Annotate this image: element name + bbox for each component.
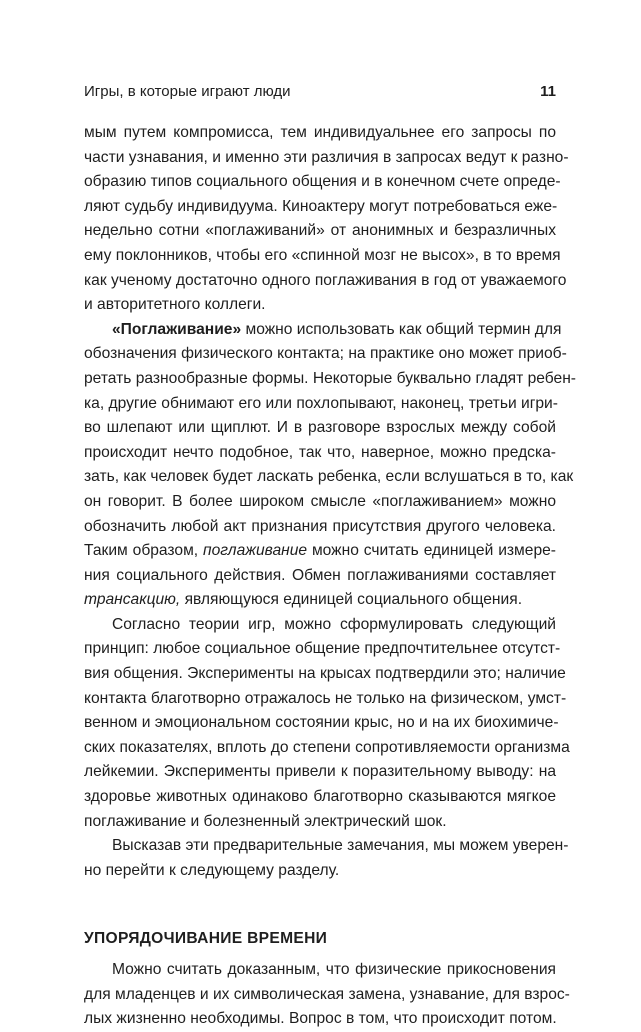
text-fragment: можно использовать как общий термин для — [241, 320, 562, 338]
text-line — [84, 318, 562, 343]
running-title: Игры, в которые играют люди — [84, 83, 291, 100]
text-line: поглаживание и болезненный электрический шок. — [84, 812, 447, 830]
italic-term: трансакцию, — [84, 591, 181, 609]
section-spacer — [84, 883, 556, 927]
paragraph-4 — [84, 834, 569, 883]
text-line: Согласно теории игр, можно сформулировать следующий — [112, 615, 556, 633]
text-line: здоровье животных одинаково благотворно сказываются мягкое — [84, 788, 556, 806]
text-line: ретать разнообразные формы. Некоторые буквально гладят ребен- — [84, 369, 576, 387]
text-line: зать, как человек будет ласкать ребенка, если вслушаться в то, как — [84, 468, 574, 486]
text-line: происходит нечто подобное, так что, наверное, можно предска- — [84, 443, 556, 461]
text-line: венном и эмоциональном состоянии крыс, но и на их биохимиче- — [84, 714, 559, 732]
italic-term: поглаживание — [203, 542, 308, 560]
text-line: ния социального действия. Обмен поглаживаниями составляет — [84, 566, 556, 584]
text-line: обозначить любой акт признания присутствия другого человека. — [84, 517, 556, 535]
page-body — [84, 121, 576, 1032]
section-heading: УПОРЯДОЧИВАНИЕ ВРЕМЕНИ — [84, 930, 328, 948]
text-fragment: Таким образом, — [84, 542, 204, 560]
text-line: но перейти к следующему разделу. — [84, 861, 340, 879]
text-line: для младенцев и их символическая замена, узнавание, для взрос- — [84, 985, 570, 1003]
paragraph-3 — [84, 613, 570, 834]
text-line — [84, 588, 556, 613]
text-line: лейкемии. Эксперименты привели к поразительному выводу: на — [84, 763, 556, 781]
text-line: Высказав эти предварительные замечания, мы можем уверен- — [112, 837, 569, 855]
text-line: ских показателях, вплоть до степени сопротивляемости организма — [84, 738, 570, 756]
text-line: Можно считать доказанным, что физические прикосновения — [112, 961, 556, 978]
text-line: ляют судьбу индивидуума. Киноактеру могут потребоваться еже- — [84, 197, 558, 215]
text-line: контакта благотворно отражалось не только на физическом, умст- — [84, 689, 567, 707]
text-fragment: можно считать единицей измере- — [307, 542, 556, 560]
term-bold: «Поглаживание» — [112, 320, 242, 338]
text-line — [84, 539, 556, 564]
text-line: во шлепают или щиплют. И в разговоре взрослых между собой — [84, 419, 556, 437]
text-line: ему поклонников, чтобы его «спинной мозг не высох», в то время — [84, 246, 561, 264]
text-line: части узнавания, и именно эти различия в запросах ведут к разно- — [84, 148, 569, 166]
paragraph-1 — [84, 121, 569, 318]
text-line: обозначения физического контакта; на практике оно может приоб- — [84, 345, 567, 363]
text-line: мым путем компромисса, тем индивидуальнее его запросы по — [84, 124, 556, 141]
text-line: недельно сотни «поглаживаний» от анонимных и безразличных — [84, 222, 556, 240]
text-line: лых жизненно необходимы. Вопрос в том, что происходит потом. — [84, 1010, 557, 1028]
paragraph-2 — [84, 318, 576, 613]
text-fragment: являющуюся единицей социального общения. — [180, 591, 523, 609]
text-line: и авторитетного коллеги. — [84, 296, 266, 314]
text-line: вия общения. Эксперименты на крысах подтвердили это; наличие — [84, 665, 566, 683]
text-line: ка, другие обнимают его или похлопывают, наконец, третьи игри- — [84, 394, 558, 412]
paragraph-5 — [84, 958, 570, 1032]
text-line: принцип: любое социальное общение предпочтительнее отсутст- — [84, 640, 561, 658]
text-line: он говорит. В более широком смысле «поглаживанием» можно — [84, 492, 556, 510]
text-line: образию типов социального общения и в конечном счете опреде- — [84, 173, 561, 191]
text-line: как ученому достаточно одного поглаживания в год от уважаемого — [84, 271, 567, 289]
page-number: 11 — [540, 83, 556, 100]
